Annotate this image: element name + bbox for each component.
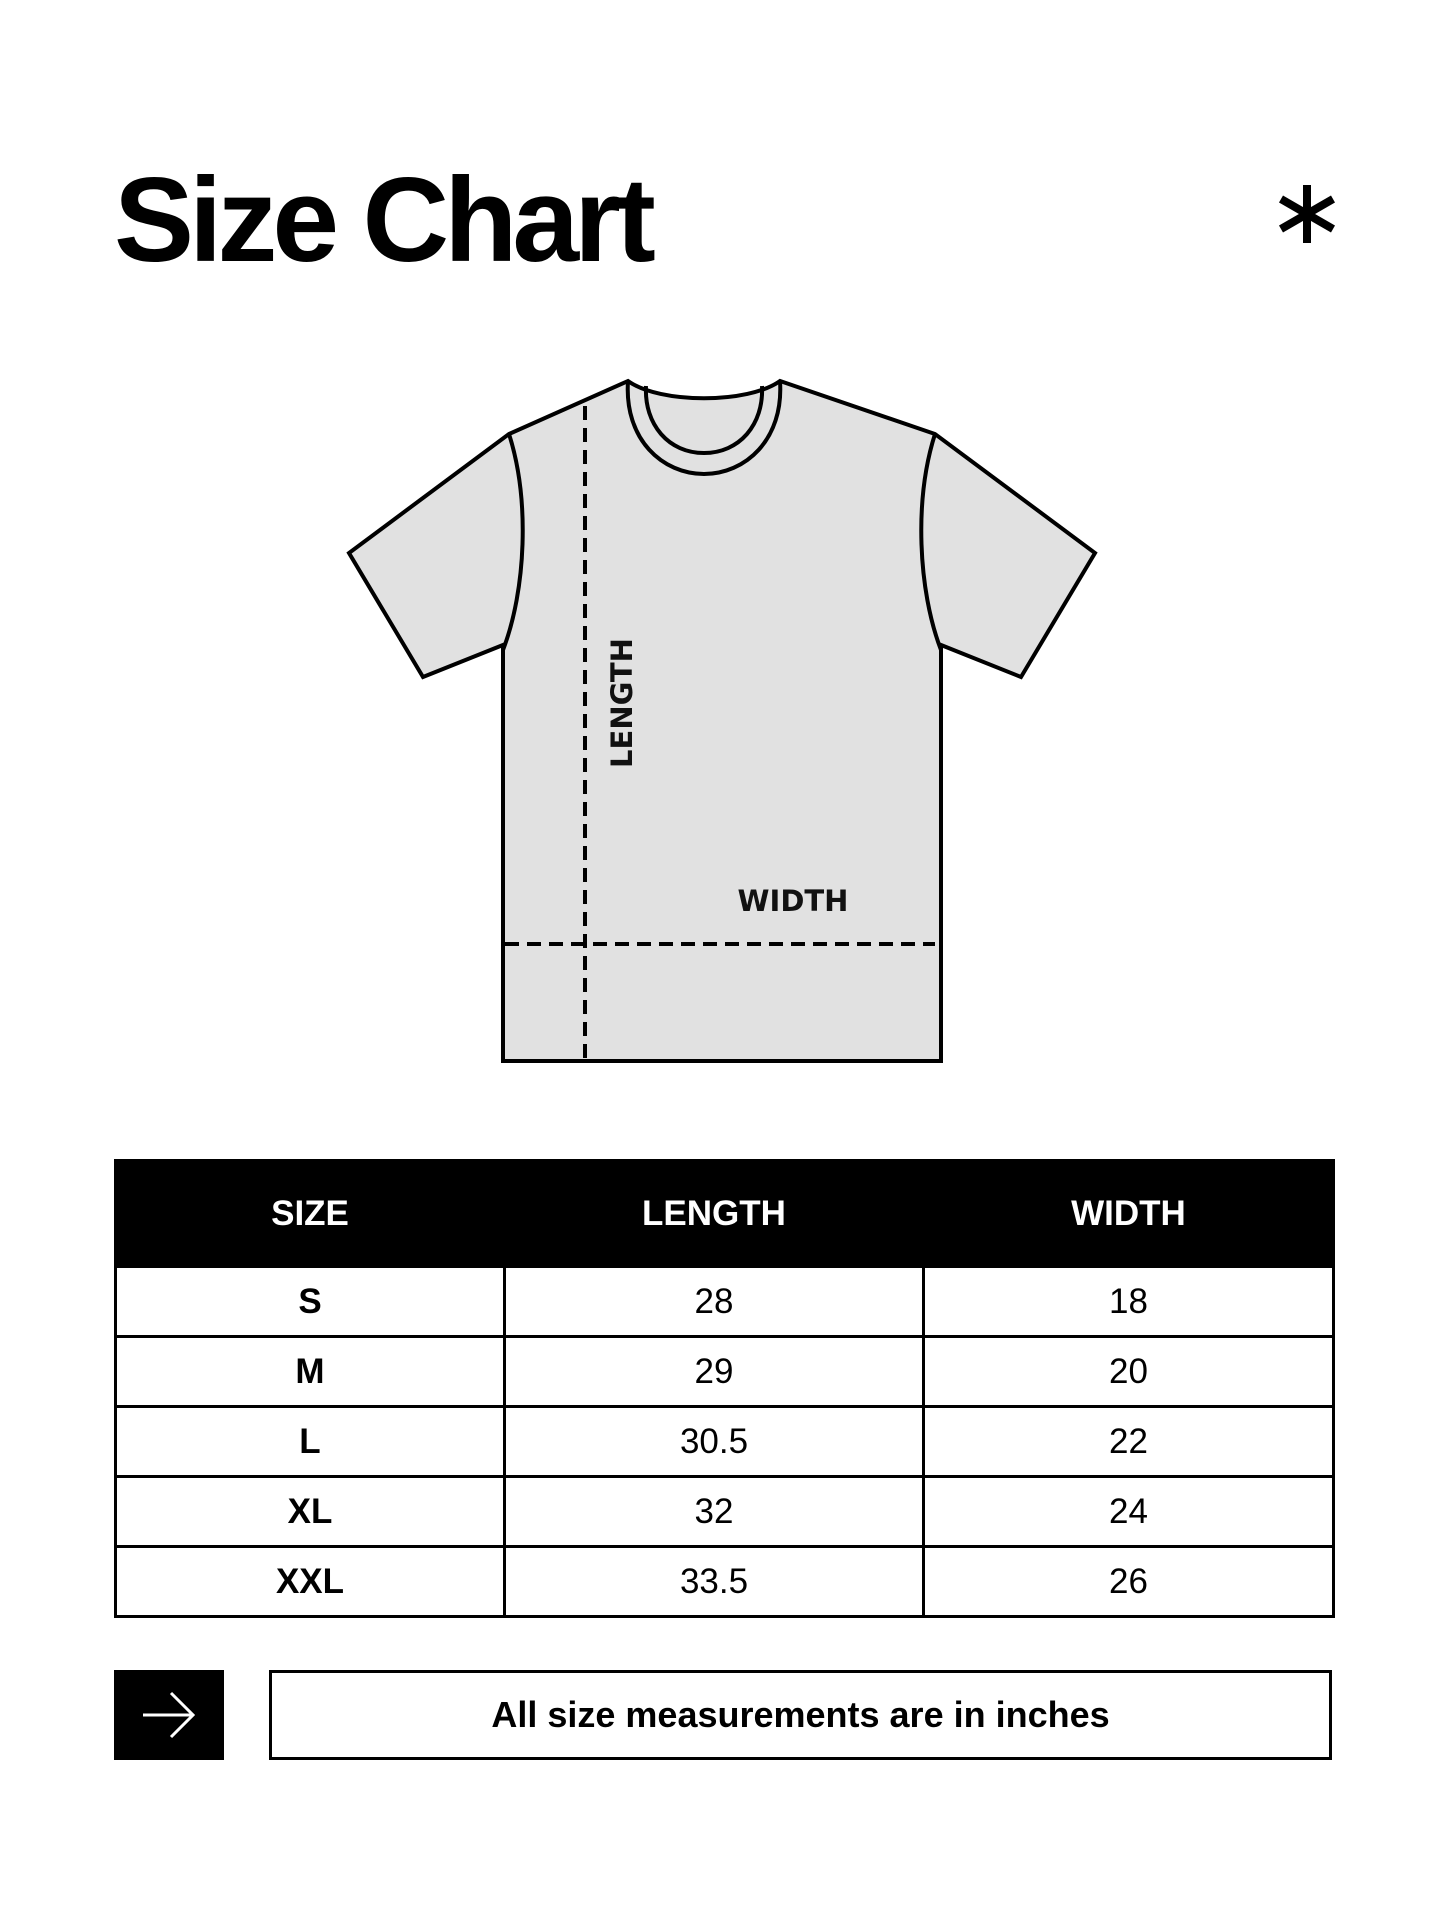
size-column-header: SIZE <box>116 1161 505 1267</box>
table-row <box>116 1267 1334 1337</box>
length-cell: 32 <box>505 1477 924 1547</box>
arrow-right-icon <box>141 1690 197 1740</box>
length-cell: 29 <box>505 1337 924 1407</box>
table-row <box>116 1547 1334 1617</box>
width-cell: 22 <box>924 1407 1334 1477</box>
tshirt-illustration <box>340 370 1110 1075</box>
width-cell: 26 <box>924 1547 1334 1617</box>
asterisk-icon <box>1278 183 1336 245</box>
table-row <box>116 1407 1334 1477</box>
page-title: Size Chart <box>114 153 651 287</box>
measurement-note <box>269 1670 1332 1760</box>
length-cell: 33.5 <box>505 1547 924 1617</box>
size-table <box>114 1159 1335 1618</box>
width-cell: 20 <box>924 1337 1334 1407</box>
size-cell: L <box>116 1407 505 1477</box>
table-row <box>116 1337 1334 1407</box>
measurement-note-text: All size measurements are in inches <box>491 1694 1110 1735</box>
size-cell: M <box>116 1337 505 1407</box>
size-cell: XXL <box>116 1547 505 1617</box>
table-header-row <box>116 1161 1334 1267</box>
table-row <box>116 1477 1334 1547</box>
width-cell: 24 <box>924 1477 1334 1547</box>
width-column-header: WIDTH <box>924 1161 1334 1267</box>
size-cell: XL <box>116 1477 505 1547</box>
length-cell: 30.5 <box>505 1407 924 1477</box>
size-cell: S <box>116 1267 505 1337</box>
length-cell: 28 <box>505 1267 924 1337</box>
arrow-button[interactable] <box>114 1670 224 1760</box>
width-cell: 18 <box>924 1267 1334 1337</box>
length-column-header: LENGTH <box>505 1161 924 1267</box>
width-label: WIDTH <box>737 884 849 918</box>
tshirt-icon <box>349 381 1095 1066</box>
length-label: LENGTH <box>605 638 639 768</box>
